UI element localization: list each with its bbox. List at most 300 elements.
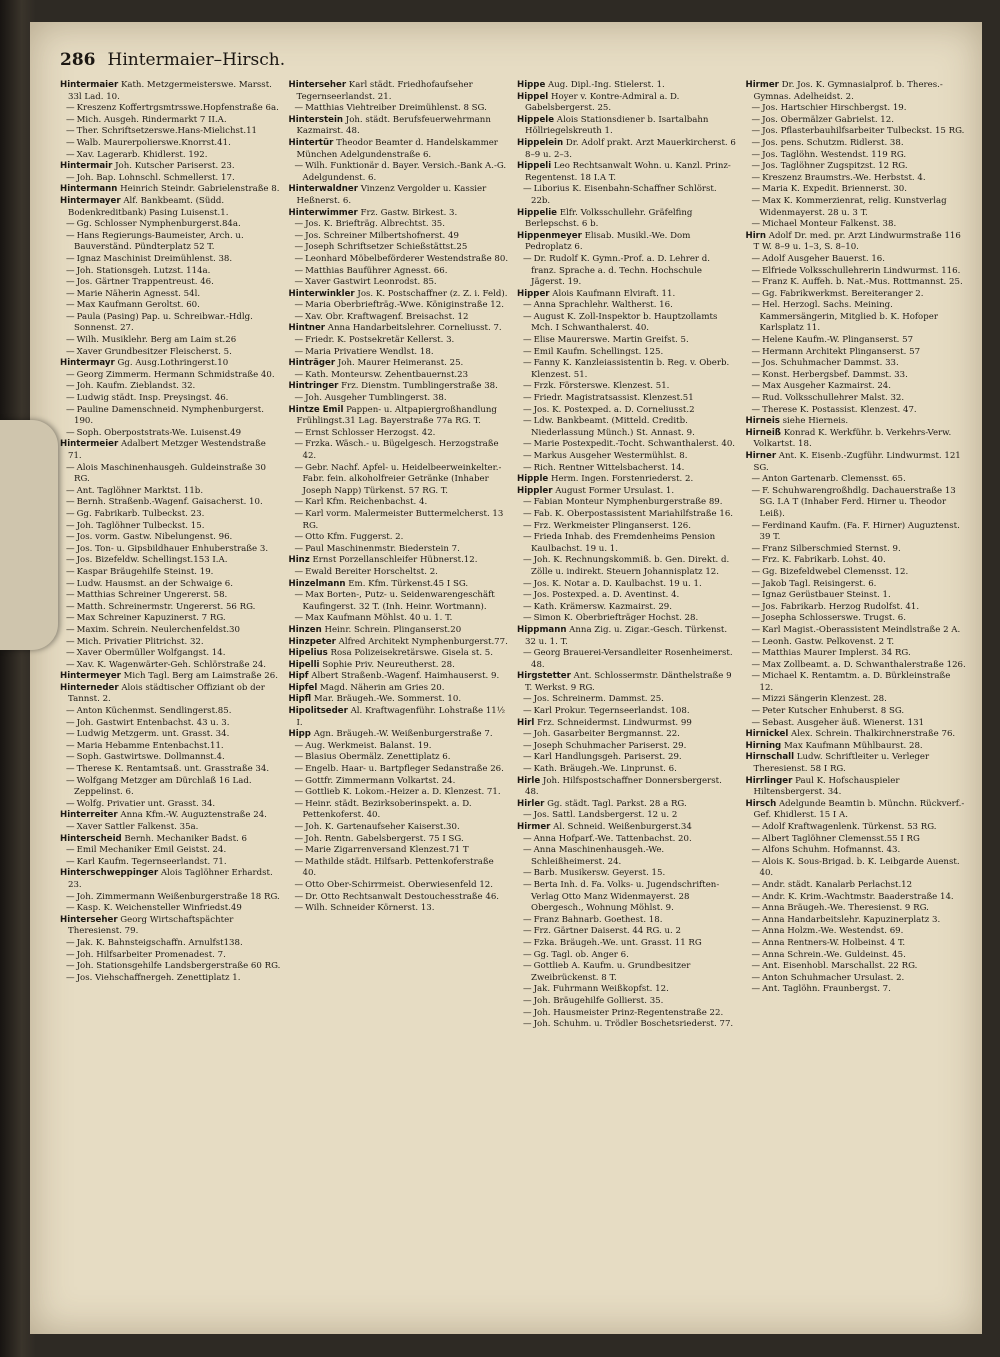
repeat-dash: — <box>523 845 532 856</box>
repeat-dash: — <box>751 253 761 264</box>
directory-entry <box>746 613 967 625</box>
repeat-dash: — <box>294 427 304 438</box>
repeat-dash: — <box>66 532 75 543</box>
entry-text: Elfriede Volksschullehrerin Lindwurmst. 116. <box>762 265 961 276</box>
entry-text: Fanny K. Kanzleiassistentin b. Reg. v. Oberb. Klenzest. 51. <box>531 358 730 380</box>
repeat-dash: — <box>751 636 761 647</box>
directory-entry <box>746 138 967 150</box>
directory-entry <box>289 80 510 103</box>
directory-entry <box>746 405 967 417</box>
repeat-dash: — <box>751 671 761 682</box>
entry-surname: Hintertür <box>288 137 334 148</box>
entry-text: Walb. Maurerpolierswe.Knorrst.41. <box>76 137 231 148</box>
directory-entry <box>289 741 510 753</box>
entry-text: Max Kaufmann Geroltst. 60. <box>76 300 200 311</box>
entry-text: Aug. Dipl.-Ing. Stielerst. 1. <box>548 80 665 90</box>
repeat-dash: — <box>751 822 761 832</box>
directory-entry <box>746 973 967 985</box>
directory-entry <box>746 950 967 962</box>
directory-entry <box>746 567 967 579</box>
entry-text: Kasp. K. Weichensteller Winfriedst.49 <box>76 903 242 914</box>
directory-entry <box>517 926 738 938</box>
entry-text: Joh. Kaufm. Zieblandst. 32. <box>76 381 196 392</box>
directory-entry <box>60 857 281 869</box>
repeat-dash: — <box>751 369 761 380</box>
repeat-dash: — <box>523 926 532 937</box>
directory-entry <box>289 312 510 324</box>
directory-entry <box>60 892 281 904</box>
repeat-dash: — <box>523 694 532 705</box>
entry-text: F. Schuhwarengroßhdlg. Dachauerstraße 13 SG. I.A T (Inhaber Ferd. Hirner u. Theodor Leiß). <box>759 485 956 519</box>
repeat-dash: — <box>523 590 532 601</box>
directory-entry <box>60 903 281 915</box>
entry-text: Paul Maschinenmstr. Biederstein 7. <box>305 543 460 554</box>
entry-text: Ther. Schriftsetzerswe.Hans-Mielichst.11 <box>76 126 258 137</box>
repeat-dash: — <box>751 694 761 705</box>
entry-text: Maxim. Schrein. Neulerchenfeldst.30 <box>76 624 240 635</box>
directory-entry <box>517 950 738 962</box>
directory-entry <box>746 555 967 567</box>
directory-entry <box>746 289 967 301</box>
directory-entry <box>746 961 967 973</box>
repeat-dash: — <box>66 555 75 566</box>
repeat-dash: — <box>523 462 532 473</box>
entry-text: Xav. Lagerarb. Khidlerst. 192. <box>76 149 208 160</box>
directory-entry <box>289 567 510 579</box>
entry-text: Albert Straßenb.-Wagenf. Haimhauserst. 9. <box>311 671 500 682</box>
entry-text: Kath. Krämersw. Kazmairst. 29. <box>533 601 672 612</box>
entry-text: Heinr. Schrein. Plinganserst.20 <box>324 624 462 635</box>
entry-text: Joh. Rentn. Gabelsbergerst. 75 I SG. <box>305 833 464 844</box>
entry-text: Jos. Hartschier Hirschbergst. 19. <box>762 103 907 114</box>
directory-entry <box>60 509 281 521</box>
entry-text: Emil Mechaniker Emil Geistst. 24. <box>76 845 227 856</box>
entry-text: Joh. Ausgeher Tumblingerst. 38. <box>305 393 447 404</box>
directory-entry <box>60 405 281 428</box>
entry-text: Kath. Bräugeh.-We. Linprunst. 6. <box>533 764 677 775</box>
directory-entry <box>289 277 510 289</box>
directory-entry <box>289 648 510 660</box>
entry-text: Jos. Obermälzer Gabrielst. 12. <box>762 114 894 125</box>
directory-entry <box>60 648 281 660</box>
directory-entry <box>60 764 281 776</box>
repeat-dash: — <box>751 555 761 566</box>
entry-text: Mich. Ausgeh. Rindermarkt 7 II.A. <box>76 114 227 125</box>
directory-entry <box>517 451 738 463</box>
repeat-dash: — <box>294 879 304 890</box>
directory-entry <box>746 903 967 915</box>
entry-text: Wilh. Schneider Körnerst. 13. <box>305 903 435 914</box>
entry-text: Barb. Musikersw. Geyerst. 15. <box>533 868 666 879</box>
directory-entry <box>60 428 281 440</box>
repeat-dash: — <box>66 335 75 346</box>
entry-text: Alfred Architekt Nymphenburgerst.77. <box>338 636 508 647</box>
entry-text: Gg. Ausg.Lothringerst.10 <box>117 358 229 369</box>
repeat-dash: — <box>66 972 75 983</box>
directory-entry <box>746 451 967 474</box>
repeat-dash: — <box>294 566 304 577</box>
entry-text: Ant. K. Eisenb.-Zugführ. Lindwurmst. 121 SG. <box>753 451 961 473</box>
directory-entry <box>60 637 281 649</box>
directory-entry <box>60 868 281 891</box>
directory-entry <box>517 834 738 846</box>
entry-text: Xav. K. Wagenwärter-Geh. Schlörstraße 24. <box>76 659 267 670</box>
directory-entry <box>289 335 510 347</box>
directory-entry <box>289 729 510 741</box>
directory-entry <box>289 138 510 161</box>
entry-text: Frz. Werkmeister Plinganserst. 126. <box>533 520 691 531</box>
directory-entry <box>60 845 281 857</box>
repeat-dash: — <box>294 103 304 114</box>
repeat-dash: — <box>523 1019 532 1030</box>
repeat-dash: — <box>523 416 532 427</box>
repeat-dash: — <box>523 346 532 357</box>
repeat-dash: — <box>751 578 761 589</box>
directory-entry <box>746 752 967 775</box>
repeat-dash: — <box>751 845 761 856</box>
repeat-dash: — <box>66 578 75 589</box>
entry-text: Peter Kutscher Enhuberst. 8 SG. <box>762 706 905 717</box>
column-1 <box>60 80 281 1320</box>
repeat-dash: — <box>523 578 532 589</box>
entry-text: Franz Bahnarb. Goethest. 18. <box>533 914 663 925</box>
directory-entry <box>517 115 738 138</box>
entry-text: Gg. städt. Tagl. Parkst. 28 a RG. <box>547 798 687 809</box>
directory-entry <box>60 602 281 614</box>
repeat-dash: — <box>294 775 304 786</box>
entry-text: Anna Zig. u. Zigar.-Gesch. Türkenst. 32 u. 1. T. <box>525 624 728 647</box>
directory-entry <box>517 694 738 706</box>
entry-surname: Hipelius <box>288 648 328 659</box>
entry-text: Vinzenz Vergolder u. Kassier Heßnerst. 6. <box>296 184 487 206</box>
entry-text: Ignaz Maschinist Dreimühlenst. 38. <box>76 253 233 264</box>
repeat-dash: — <box>66 775 75 786</box>
repeat-dash: — <box>523 961 532 972</box>
entry-text: August K. Zoll-Inspektor b. Hauptzollamts Mch. I Schwanthalerst. 40. <box>531 311 718 334</box>
directory-entry <box>289 463 510 498</box>
repeat-dash: — <box>294 787 304 798</box>
directory-entry <box>517 555 738 578</box>
directory-entry <box>289 799 510 822</box>
directory-entry <box>60 532 281 544</box>
directory-entry <box>746 347 967 359</box>
repeat-dash: — <box>523 764 532 775</box>
repeat-dash: — <box>751 474 761 485</box>
directory-entry <box>289 347 510 359</box>
directory-entry <box>746 822 967 834</box>
repeat-dash: — <box>751 149 761 160</box>
repeat-dash: — <box>523 532 532 543</box>
directory-entry <box>746 521 967 544</box>
repeat-dash: — <box>751 265 761 276</box>
repeat-dash: — <box>751 659 761 670</box>
repeat-dash: — <box>294 508 304 519</box>
directory-entry <box>517 312 738 335</box>
entry-text: Andr. städt. Kanalarb Perlachst.12 <box>762 879 913 890</box>
directory-entry <box>60 486 281 498</box>
repeat-dash: — <box>751 856 761 867</box>
entry-surname: Hipolitseder <box>288 706 348 717</box>
entry-surname: Hipfl <box>288 694 312 705</box>
directory-entry <box>289 439 510 462</box>
directory-entry <box>60 196 281 219</box>
entry-surname: Hintringer <box>288 381 339 392</box>
entry-surname: Hinterseher <box>288 80 347 90</box>
directory-entry <box>60 521 281 533</box>
entry-text: Joh. Hausmeister Prinz-Regentenstraße 22. <box>533 1007 724 1018</box>
entry-text: Mich. Privatier Plitrichst. 32. <box>76 636 204 647</box>
entry-text: Dr. Rudolf K. Gymn.-Prof. a. D. Lehrer d. franz. Sprache a. d. Techn. Hochschule Jägerst. 19. <box>531 253 711 288</box>
directory-entry <box>517 497 738 509</box>
entry-text: August Former Ursulast. 1. <box>555 485 675 496</box>
directory-entry <box>746 625 967 637</box>
directory-entry <box>60 254 281 266</box>
repeat-dash: — <box>66 613 75 624</box>
repeat-dash: — <box>523 311 532 322</box>
page-tab-marker <box>0 420 58 650</box>
entry-text: Ewald Bereiter Horscheltst. 2. <box>305 566 438 577</box>
directory-entry <box>517 625 738 648</box>
directory-entry <box>60 683 281 706</box>
repeat-dash: — <box>523 253 532 264</box>
repeat-dash: — <box>751 161 761 172</box>
repeat-dash: — <box>66 659 75 670</box>
repeat-dash: — <box>523 984 532 995</box>
entry-text: Em. Kfm. Türkenst.45 I SG. <box>348 578 469 589</box>
running-title: Hintermaier–Hirsch. <box>107 50 286 70</box>
entry-text: Friedr. K. Postsekretär Kellerst. 3. <box>305 335 455 346</box>
entry-surname: Hinterreiter <box>60 810 118 821</box>
entry-surname: Hirn <box>745 230 766 241</box>
directory-entry <box>746 115 967 127</box>
repeat-dash: — <box>523 300 532 311</box>
repeat-dash: — <box>66 624 75 635</box>
entry-text: Gg. Bizefeldwebel Clemensst. 12. <box>762 566 909 577</box>
directory-entry <box>60 973 281 985</box>
entry-text: Jak. K. Bahnsteigschaffn. Arnulfst138. <box>76 937 243 948</box>
entry-text: Joh. Taglöhner Tulbeckst. 15. <box>76 520 205 531</box>
repeat-dash: — <box>294 543 304 554</box>
directory-entry <box>289 323 510 335</box>
entry-surname: Hinterseher <box>60 914 118 925</box>
repeat-dash: — <box>66 369 75 380</box>
entry-surname: Hirl <box>517 717 535 728</box>
repeat-dash: — <box>66 520 75 531</box>
directory-entry <box>60 718 281 730</box>
directory-entry <box>746 393 967 405</box>
entry-text: Gg. Fabrikwerkmst. Bereiteranger 2. <box>762 288 924 299</box>
entry-text: Konrad K. Werkführ. b. Verkehrs-Verw. Volkartst. 18. <box>753 427 952 450</box>
directory-entry <box>517 1008 738 1020</box>
directory-entry <box>60 741 281 753</box>
entry-text: Alois Taglöhner Erhardst. 23. <box>68 868 273 890</box>
entry-text: Adolf Dr. med. pr. Arzt Lindwurmstraße 116 T W. 8–9 u. 1–3, S. 8–10. <box>753 230 961 253</box>
entry-text: Dr. Jos. K. Gymnasialprof. b. Theres.-Gymnas. Adelheidst. 2. <box>753 80 943 102</box>
entry-text: Dr. Adolf prakt. Arzt Mauerkircherst. 6 8–9 u. 2–3. <box>525 137 736 160</box>
entry-text: Alois Kaufmann Elviraft. 11. <box>552 288 676 299</box>
directory-entry <box>289 613 510 625</box>
entry-text: Marie Postexpedit.-Tocht. Schwanthalerst. 40. <box>533 439 736 450</box>
directory-entry <box>746 799 967 822</box>
entry-text: Frzk. Försterswe. Klenzest. 51. <box>533 381 670 392</box>
directory-entry <box>517 961 738 984</box>
repeat-dash: — <box>523 451 532 461</box>
entry-text: Jos. Schreinerm. Dammst. 25. <box>533 694 664 705</box>
directory-entry <box>746 266 967 278</box>
directory-entry <box>60 810 281 822</box>
repeat-dash: — <box>751 103 761 114</box>
directory-entry <box>60 439 281 462</box>
entry-text: Max Ausgeher Kazmairst. 24. <box>762 381 891 392</box>
repeat-dash: — <box>751 335 761 346</box>
entry-text: Jos. Taglöhner Zugspitzst. 12 RG. <box>762 161 908 172</box>
entry-text: Matthias Schreiner Ungererst. 58. <box>76 590 228 601</box>
entry-text: Anna Holzm.-We. Westendst. 69. <box>762 926 904 937</box>
directory-entry <box>517 845 738 868</box>
repeat-dash: — <box>66 300 75 311</box>
entry-text: Jos. Bizefeldw. Schellingst.153 I.A. <box>76 555 228 566</box>
repeat-dash: — <box>523 706 532 717</box>
entry-surname: Hintze Emil <box>288 404 344 415</box>
entry-text: Xaver Gastwirt Leonrodst. 85. <box>305 277 437 288</box>
directory-entry <box>60 822 281 834</box>
entry-text: Anton Küchenmst. Sendlingerst.85. <box>76 706 232 717</box>
repeat-dash: — <box>751 277 761 288</box>
directory-entry <box>746 150 967 162</box>
directory-entry <box>746 161 967 173</box>
entry-text: Leo Rechtsanwalt Wohn. u. Kanzl. Prinz-Regentenst. 18 I.A T. <box>525 161 731 183</box>
directory-entry <box>746 335 967 347</box>
directory-entry <box>289 405 510 428</box>
entry-text: Jos. K. Postexped. a. D. Corneliusst.2 <box>533 404 695 415</box>
entry-text: Mar. Bräugeh.-We. Sommerst. 10. <box>313 694 462 705</box>
directory-entry <box>746 926 967 938</box>
directory-entry <box>517 289 738 301</box>
entry-text: Max Kaufmann Möhlst. 40 u. 1. T. <box>305 613 453 624</box>
entry-text: Marie Näherin Agnesst. 54l. <box>76 288 201 299</box>
directory-entry <box>517 474 738 486</box>
directory-entry <box>746 219 967 231</box>
entry-surname: Hirneiß <box>745 427 781 438</box>
directory-entry <box>60 613 281 625</box>
directory-entry <box>517 463 738 475</box>
directory-entry <box>746 277 967 289</box>
entry-text: Gottfr. Zimmermann Volkartst. 24. <box>305 775 456 786</box>
directory-entry <box>289 579 510 591</box>
entry-text: Frz. Gärtner Daiserst. 44 RG. u. 2 <box>533 926 681 937</box>
entry-text: Jos. Viehschaffnergeh. Zenettiplatz 1. <box>76 972 241 983</box>
directory-entry <box>746 938 967 950</box>
repeat-dash: — <box>751 346 761 357</box>
repeat-dash: — <box>751 114 761 125</box>
repeat-dash: — <box>294 752 304 763</box>
entry-text: Joh. Kutscher Pariserst. 23. <box>115 161 235 172</box>
directory-entry <box>517 741 738 753</box>
entry-text: Alex. Schrein. Thalkirchnerstraße 76. <box>791 729 956 740</box>
entry-text: Ant. Taglöhner Marktst. 11b. <box>76 485 204 496</box>
repeat-dash: — <box>751 219 761 230</box>
directory-entry <box>517 161 738 184</box>
directory-entry <box>289 532 510 544</box>
directory-entry <box>746 381 967 393</box>
entry-text: Max K. Kommerzienrat, relig. Kunstverlag Widenmayerst. 28 u. 3 T. <box>759 195 947 218</box>
repeat-dash: — <box>294 277 304 288</box>
repeat-dash: — <box>523 729 532 740</box>
repeat-dash: — <box>751 404 761 415</box>
entry-text: Georg Brauerei-Versandleiter Rosenheimerst. 48. <box>531 648 733 670</box>
entry-text: Hoyer v. Kontre-Admiral a. D. Gabelsbergerst. 25. <box>525 91 680 114</box>
directory-entry <box>289 625 510 637</box>
repeat-dash: — <box>751 300 761 311</box>
directory-entry <box>517 80 738 92</box>
repeat-dash: — <box>751 972 761 983</box>
entry-text: Jakob Tagl. Reisingerst. 6. <box>762 578 877 589</box>
directory-entry <box>746 590 967 602</box>
directory-entry <box>746 648 967 660</box>
directory-entry <box>60 161 281 173</box>
entry-text: Joh. Schuhm. u. Trödler Boschetsriederst. 77. <box>533 1019 734 1030</box>
directory-entry <box>289 787 510 799</box>
repeat-dash: — <box>66 845 75 856</box>
repeat-dash: — <box>294 833 304 844</box>
entry-text: Anna Handarbeitslehrer. Corneliusst. 7. <box>327 323 502 334</box>
directory-entry <box>517 880 738 915</box>
repeat-dash: — <box>294 740 304 751</box>
directory-entry <box>746 694 967 706</box>
entry-text: Engelb. Haar- u. Bartpfleger Sedanstraße 26. <box>305 764 504 775</box>
directory-entry <box>289 671 510 683</box>
repeat-dash: — <box>523 810 532 821</box>
directory-entry <box>746 729 967 741</box>
repeat-dash: — <box>66 172 75 183</box>
entry-surname: Hinterschweppinger <box>60 868 159 879</box>
repeat-dash: — <box>294 903 304 914</box>
entry-text: Max Kaufmann Mühlbaurst. 28. <box>783 740 923 751</box>
entry-surname: Hinzpeter <box>288 636 336 647</box>
directory-entry <box>289 822 510 834</box>
directory-page <box>30 22 982 1334</box>
repeat-dash: — <box>751 590 761 601</box>
entry-text: Franz Silberschmied Sternst. 9. <box>762 543 901 554</box>
entry-text: Joh. K. Rechnungskommiß. b. Gen. Direkt. d. Zölle u. indirekt. Steuern Johannisplatz 12. <box>531 555 730 577</box>
entry-text: Helene Kaufm.-W. Plinganserst. 57 <box>762 335 914 346</box>
directory-entry <box>517 579 738 591</box>
directory-entry <box>60 312 281 335</box>
entry-text: Jos. pens. Schutzm. Ridlerst. 38. <box>762 137 904 148</box>
entry-text: Gottlieb A. Kaufm. u. Grundbesitzer Zweibrückenst. 8 T. <box>531 961 691 983</box>
entry-text: Sebast. Ausgeher äuß. Wienerst. 131 <box>762 717 925 728</box>
entry-surname: Hipper <box>517 288 550 299</box>
entry-surname: Hirner <box>745 451 777 461</box>
directory-entry <box>746 184 967 196</box>
entry-surname: Hinträger <box>288 358 336 369</box>
directory-entry <box>289 103 510 115</box>
entry-text: Joh. Bräugehilfe Gollierst. 35. <box>533 995 664 1006</box>
repeat-dash: — <box>66 393 75 404</box>
entry-text: Anton Gartenarb. Clemensst. 65. <box>762 474 906 485</box>
entry-text: Franz K. Auffeh. b. Nat.-Mus. Rottmannst. 25. <box>762 277 963 288</box>
entry-surname: Hintermeier <box>60 439 119 450</box>
entry-surname: Hipp <box>288 729 311 740</box>
repeat-dash: — <box>294 300 304 311</box>
directory-entry <box>289 706 510 729</box>
repeat-dash: — <box>66 961 75 972</box>
entry-text: Jos. Schuhmacher Dammst. 33. <box>762 358 899 369</box>
directory-entry <box>60 381 281 393</box>
entry-text: Pappen- u. Altpapiergroßhandlung Frühlingst.31 Lag. Bayerstraße 77a RG. T. <box>296 404 497 427</box>
entry-text: Ludwig Metzgerm. unt. Grasst. 34. <box>76 729 230 740</box>
repeat-dash: — <box>66 485 75 496</box>
